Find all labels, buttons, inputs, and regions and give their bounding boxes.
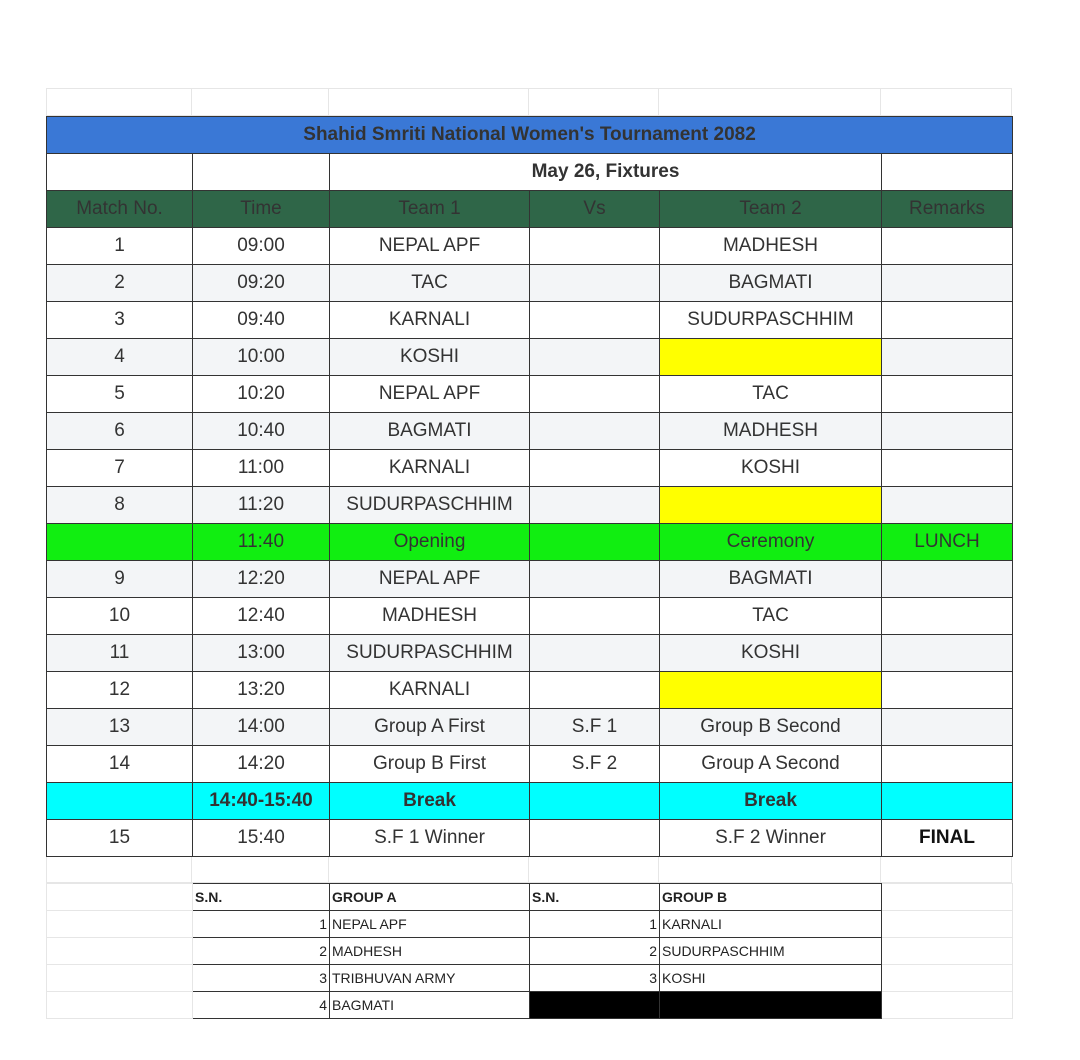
team2[interactable]: S.F 2 Winner — [660, 820, 882, 857]
time[interactable]: 13:20 — [193, 672, 330, 709]
remarks[interactable] — [882, 376, 1013, 413]
match-no[interactable]: 13 — [47, 709, 193, 746]
group-b-sn[interactable]: 3 — [530, 965, 660, 992]
team1[interactable]: KARNALI — [330, 450, 530, 487]
grid-cell — [329, 88, 529, 116]
remarks[interactable]: LUNCH — [882, 524, 1013, 561]
grid-cell[interactable] — [47, 884, 193, 911]
time[interactable]: 14:40-15:40 — [193, 783, 330, 820]
time[interactable]: 11:40 — [193, 524, 330, 561]
team1[interactable]: NEPAL APF — [330, 376, 530, 413]
team1[interactable]: NEPAL APF — [330, 561, 530, 598]
team2[interactable]: KOSHI — [660, 450, 882, 487]
remarks[interactable] — [882, 228, 1013, 265]
grid-cell — [46, 857, 192, 883]
group-b-sn[interactable]: 1 — [530, 911, 660, 938]
table-row — [47, 598, 1013, 635]
group-a-team[interactable]: MADHESH — [330, 938, 530, 965]
time[interactable]: 10:40 — [193, 413, 330, 450]
match-no[interactable] — [47, 783, 193, 820]
remarks[interactable] — [882, 672, 1013, 709]
vs[interactable] — [530, 413, 660, 450]
header-team2[interactable]: Team 2 — [660, 191, 882, 228]
vs[interactable] — [530, 524, 660, 561]
grid-cell[interactable] — [882, 965, 1013, 992]
match-no[interactable]: 11 — [47, 635, 193, 672]
group-a-sn[interactable]: 2 — [193, 938, 330, 965]
group-b-sn-header[interactable]: S.N. — [530, 884, 660, 911]
cell[interactable] — [47, 154, 193, 191]
time[interactable]: 12:20 — [193, 561, 330, 598]
remarks[interactable] — [882, 561, 1013, 598]
team1[interactable]: Group B First — [330, 746, 530, 783]
remarks[interactable] — [882, 450, 1013, 487]
blacked-out-cell — [660, 992, 882, 1019]
team1[interactable]: KARNALI — [330, 672, 530, 709]
group-a-header[interactable]: GROUP A — [330, 884, 530, 911]
grid-cell[interactable] — [882, 992, 1013, 1019]
break-row — [47, 783, 1013, 820]
team2[interactable]: BAGMATI — [660, 561, 882, 598]
group-row — [47, 938, 1013, 965]
vs[interactable] — [530, 672, 660, 709]
match-no[interactable] — [47, 524, 193, 561]
header-remarks[interactable]: Remarks — [882, 191, 1013, 228]
grid-cell — [529, 857, 659, 883]
vs[interactable] — [530, 783, 660, 820]
time[interactable]: 09:20 — [193, 265, 330, 302]
grid-cell — [659, 857, 881, 883]
match-no[interactable]: 1 — [47, 228, 193, 265]
header-vs[interactable]: Vs — [530, 191, 660, 228]
vs[interactable] — [530, 598, 660, 635]
remarks[interactable] — [882, 709, 1013, 746]
team2[interactable]: TAC — [660, 376, 882, 413]
time[interactable]: 14:20 — [193, 746, 330, 783]
table-row — [47, 413, 1013, 450]
cell[interactable] — [882, 154, 1013, 191]
remarks[interactable] — [882, 413, 1013, 450]
vs[interactable] — [530, 265, 660, 302]
vs[interactable] — [530, 302, 660, 339]
grid-cell[interactable] — [47, 992, 193, 1019]
team2[interactable]: KOSHI — [660, 635, 882, 672]
team2[interactable]: MADHESH — [660, 413, 882, 450]
vs[interactable] — [530, 339, 660, 376]
team1[interactable]: MADHESH — [330, 598, 530, 635]
group-row — [47, 911, 1013, 938]
team1[interactable]: SUDURPASCHHIM — [330, 487, 530, 524]
group-a-sn[interactable]: 1 — [193, 911, 330, 938]
team2[interactable]: Group B Second — [660, 709, 882, 746]
match-no[interactable]: 9 — [47, 561, 193, 598]
team1[interactable]: Opening — [330, 524, 530, 561]
groups-table — [46, 883, 1013, 1019]
remarks[interactable] — [882, 783, 1013, 820]
team1[interactable]: TAC — [330, 265, 530, 302]
cell[interactable] — [193, 154, 330, 191]
match-no[interactable]: 4 — [47, 339, 193, 376]
group-row — [47, 992, 1013, 1019]
blacked-out-cell — [530, 992, 660, 1019]
grid-cell[interactable] — [882, 938, 1013, 965]
team1[interactable]: KOSHI — [330, 339, 530, 376]
team1[interactable]: BAGMATI — [330, 413, 530, 450]
vs[interactable] — [530, 376, 660, 413]
fixtures-date[interactable]: May 26, Fixtures — [330, 154, 882, 191]
grid-cell — [46, 88, 192, 116]
remarks[interactable]: FINAL — [882, 820, 1013, 857]
table-row — [47, 450, 1013, 487]
group-b-team[interactable]: KOSHI — [660, 965, 882, 992]
fixtures-table — [46, 116, 1013, 857]
remarks[interactable] — [882, 339, 1013, 376]
group-a-team[interactable]: BAGMATI — [330, 992, 530, 1019]
group-a-sn[interactable]: 4 — [193, 992, 330, 1019]
time[interactable]: 11:20 — [193, 487, 330, 524]
group-a-team[interactable]: NEPAL APF — [330, 911, 530, 938]
grid-cell — [881, 88, 1012, 116]
group-row — [47, 965, 1013, 992]
vs[interactable] — [530, 820, 660, 857]
table-row — [47, 746, 1013, 783]
team2-highlight[interactable] — [660, 672, 882, 709]
grid-cell[interactable] — [47, 965, 193, 992]
team2[interactable]: Break — [660, 783, 882, 820]
vs[interactable]: S.F 1 — [530, 709, 660, 746]
team1[interactable]: Group A First — [330, 709, 530, 746]
grid-cell[interactable] — [882, 911, 1013, 938]
table-row — [47, 376, 1013, 413]
team2[interactable]: TAC — [660, 598, 882, 635]
grid-cell — [192, 88, 329, 116]
match-no[interactable]: 2 — [47, 265, 193, 302]
header-row — [47, 191, 1013, 228]
time[interactable]: 14:00 — [193, 709, 330, 746]
group-b-header[interactable]: GROUP B — [660, 884, 882, 911]
group-b-team[interactable]: KARNALI — [660, 911, 882, 938]
match-no[interactable]: 10 — [47, 598, 193, 635]
group-a-sn[interactable]: 3 — [193, 965, 330, 992]
table-row — [47, 561, 1013, 598]
match-no[interactable]: 8 — [47, 487, 193, 524]
table-row — [47, 265, 1013, 302]
grid-cell — [192, 857, 329, 883]
time[interactable]: 09:40 — [193, 302, 330, 339]
match-no[interactable]: 7 — [47, 450, 193, 487]
match-no[interactable]: 15 — [47, 820, 193, 857]
team1[interactable]: S.F 1 Winner — [330, 820, 530, 857]
match-no[interactable]: 5 — [47, 376, 193, 413]
header-time[interactable]: Time — [193, 191, 330, 228]
spreadsheet — [46, 88, 1012, 1019]
time[interactable]: 12:40 — [193, 598, 330, 635]
team2[interactable]: MADHESH — [660, 228, 882, 265]
vs[interactable]: S.F 2 — [530, 746, 660, 783]
team1[interactable]: Break — [330, 783, 530, 820]
grid-cell[interactable] — [47, 938, 193, 965]
match-no[interactable]: 3 — [47, 302, 193, 339]
tournament-title[interactable]: Shahid Smriti National Women's Tournament 2082 — [47, 117, 1013, 154]
group-b-sn[interactable]: 2 — [530, 938, 660, 965]
lunch-row — [47, 524, 1013, 561]
team2[interactable]: Ceremony — [660, 524, 882, 561]
grid-cell — [529, 88, 659, 116]
time[interactable]: 09:00 — [193, 228, 330, 265]
team2-highlight[interactable] — [660, 487, 882, 524]
remarks[interactable] — [882, 746, 1013, 783]
table-row — [47, 709, 1013, 746]
team2[interactable]: Group A Second — [660, 746, 882, 783]
final-row — [47, 820, 1013, 857]
vs[interactable] — [530, 450, 660, 487]
team2[interactable]: BAGMATI — [660, 265, 882, 302]
match-no[interactable]: 14 — [47, 746, 193, 783]
table-row — [47, 302, 1013, 339]
empty-grid-row — [46, 88, 1012, 116]
team2[interactable]: SUDURPASCHHIM — [660, 302, 882, 339]
group-a-team[interactable]: TRIBHUVAN ARMY — [330, 965, 530, 992]
empty-grid-row — [46, 857, 1012, 883]
header-match-no[interactable]: Match No. — [47, 191, 193, 228]
group-b-team[interactable]: SUDURPASCHHIM — [660, 938, 882, 965]
vs[interactable] — [530, 487, 660, 524]
match-no[interactable]: 12 — [47, 672, 193, 709]
header-team1[interactable]: Team 1 — [330, 191, 530, 228]
table-row — [47, 228, 1013, 265]
remarks[interactable] — [882, 635, 1013, 672]
time[interactable]: 10:20 — [193, 376, 330, 413]
remarks[interactable] — [882, 302, 1013, 339]
time[interactable]: 13:00 — [193, 635, 330, 672]
groups-header-row — [47, 884, 1013, 911]
grid-cell — [881, 857, 1012, 883]
time[interactable]: 10:00 — [193, 339, 330, 376]
vs[interactable] — [530, 561, 660, 598]
group-a-sn-header[interactable]: S.N. — [193, 884, 330, 911]
table-row — [47, 672, 1013, 709]
table-row — [47, 635, 1013, 672]
grid-cell[interactable] — [47, 911, 193, 938]
team1[interactable]: NEPAL APF — [330, 228, 530, 265]
subtitle-row — [47, 154, 1013, 191]
table-row — [47, 487, 1013, 524]
match-no[interactable]: 6 — [47, 413, 193, 450]
vs[interactable] — [530, 635, 660, 672]
grid-cell — [659, 88, 881, 116]
grid-cell — [329, 857, 529, 883]
remarks[interactable] — [882, 265, 1013, 302]
team1[interactable]: KARNALI — [330, 302, 530, 339]
time[interactable]: 15:40 — [193, 820, 330, 857]
remarks[interactable] — [882, 487, 1013, 524]
vs[interactable] — [530, 228, 660, 265]
title-row — [47, 117, 1013, 154]
team2-highlight[interactable] — [660, 339, 882, 376]
table-row — [47, 339, 1013, 376]
time[interactable]: 11:00 — [193, 450, 330, 487]
grid-cell[interactable] — [882, 884, 1013, 911]
remarks[interactable] — [882, 598, 1013, 635]
team1[interactable]: SUDURPASCHHIM — [330, 635, 530, 672]
